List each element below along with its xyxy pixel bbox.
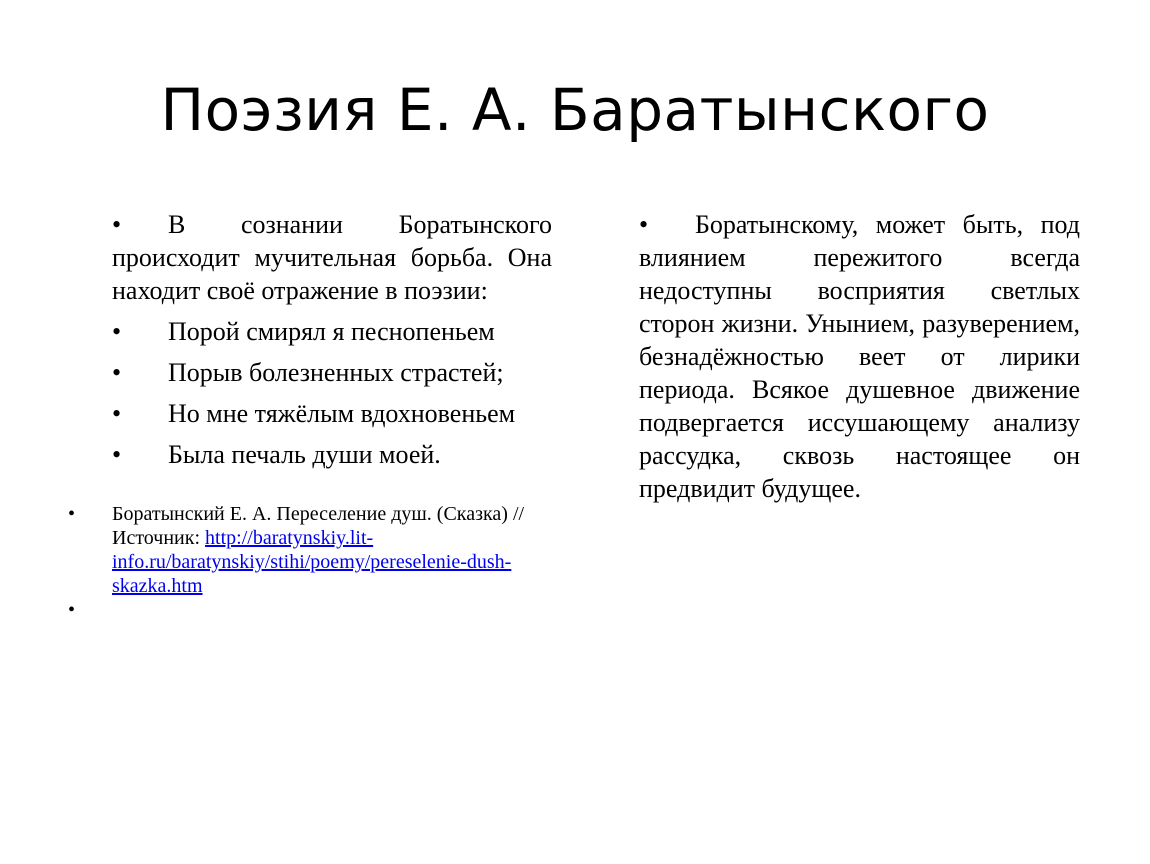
right-text: Боратынскому, может быть, под влиянием пережитого всегда недоступны восприятия светлых сторон жизни. Унынием, разуверением, безнадёжностью веет от лирики периода. Всякое душевное движение подвергается иссушающему анализу рассудка, сквозь настоящее он предвидит будущее. xyxy=(639,210,1080,503)
bullet-icon: • xyxy=(112,317,122,346)
source-link[interactable]: http://baratynskiy.lit-info.ru/baratynskiy/stihi/poemy/pereselenie-dush-skazka.htm xyxy=(112,527,512,597)
left-column xyxy=(112,208,552,471)
bullet-icon: • xyxy=(639,210,649,239)
empty-bullet-icon: • xyxy=(68,599,76,621)
verse-line xyxy=(112,438,552,471)
reference-body xyxy=(112,502,538,598)
bullet-icon: • xyxy=(68,503,76,525)
bullet-icon: • xyxy=(112,210,122,239)
bullet-icon: • xyxy=(112,399,122,428)
verse-line xyxy=(112,315,552,348)
verse-text: Но мне тяжёлым вдохновеньем xyxy=(168,399,516,428)
slide-title: Поэзия Е. А. Баратынского xyxy=(160,76,990,144)
right-column xyxy=(639,208,1080,505)
verse-line xyxy=(112,397,552,430)
reference-item xyxy=(68,502,538,598)
verse-text: Была печаль души моей. xyxy=(168,440,441,469)
bullet-icon: • xyxy=(112,358,122,387)
intro-paragraph xyxy=(112,208,552,307)
bullet-icon: • xyxy=(112,440,122,469)
intro-text: В сознании Боратынского происходит мучительная борьба. Она находит своё отражение в поэзии: xyxy=(112,210,552,305)
verse-text: Порой смирял я песнопеньем xyxy=(168,317,495,346)
reference-text: Боратынский Е. А. Переселение душ. (Сказка) // Источник: xyxy=(112,503,525,549)
verse-line xyxy=(112,356,552,389)
verse-text: Порыв болезненных страстей; xyxy=(168,358,504,387)
